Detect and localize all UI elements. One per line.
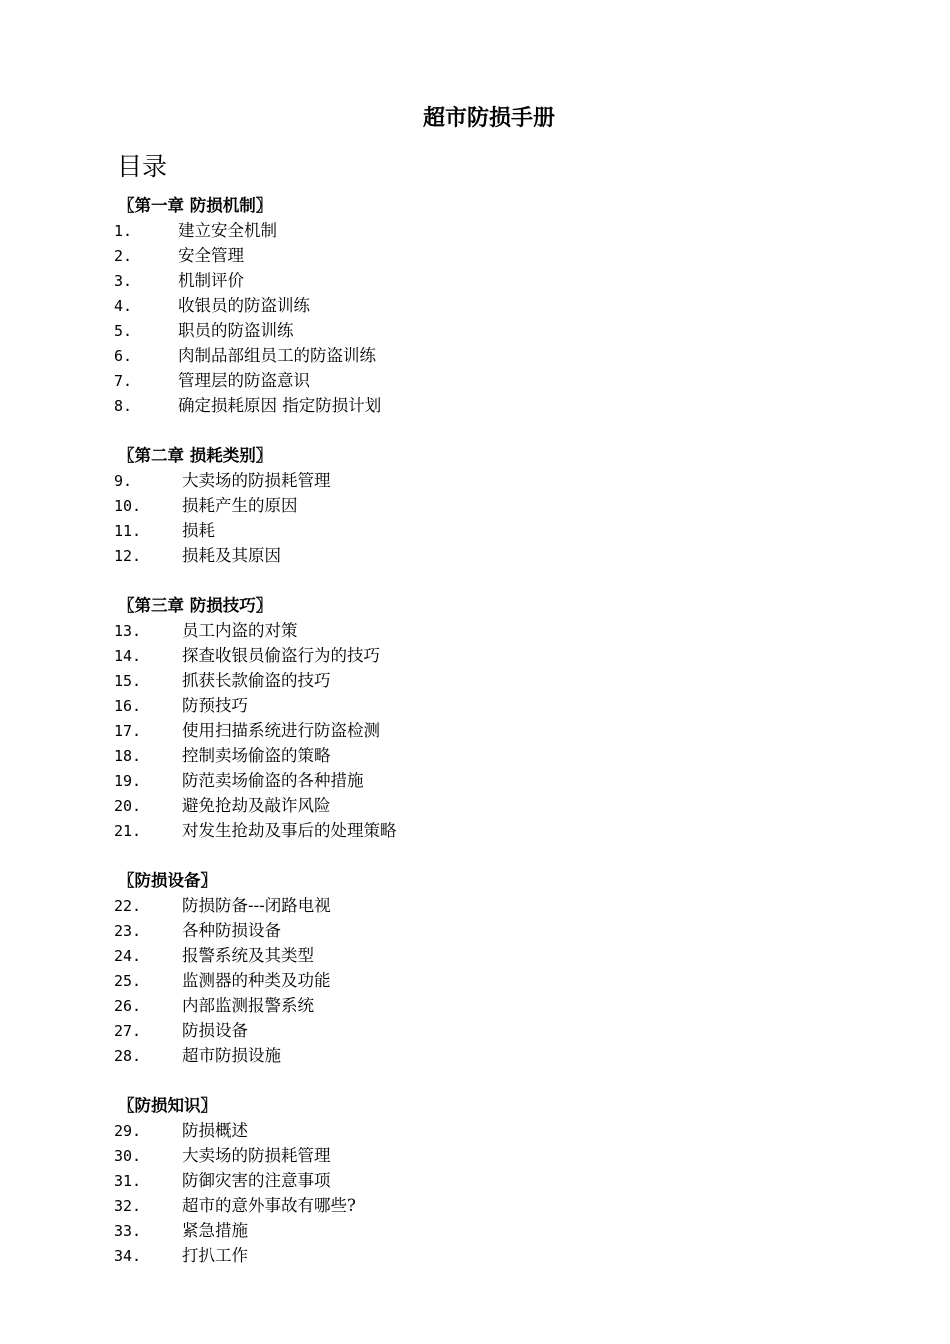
toc-item-label: 抓获长款偷盗的技巧 — [182, 671, 331, 690]
toc-item[interactable] — [114, 768, 874, 793]
toc-item[interactable] — [114, 1118, 874, 1143]
toc-item-label: 使用扫描系统进行防盗检测 — [182, 721, 380, 740]
toc-item-number: 21. — [114, 822, 142, 840]
toc-item[interactable] — [114, 618, 874, 643]
toc-item-number: 29. — [114, 1122, 142, 1140]
toc-item-label: 打扒工作 — [182, 1246, 248, 1265]
toc-item-number: 15. — [114, 672, 142, 690]
document-title: 超市防损手册 — [422, 106, 555, 131]
toc-item-label: 报警系统及其类型 — [182, 946, 314, 965]
toc-item[interactable] — [114, 1193, 874, 1218]
toc-item-label: 建立安全机制 — [178, 221, 277, 240]
toc-item-number: 19. — [114, 772, 142, 790]
toc-section-knowledge — [114, 1093, 874, 1268]
toc-item[interactable] — [114, 243, 874, 268]
chapter-heading: 〖防损设备〗 — [118, 871, 217, 890]
chapter-heading: 〖第二章 损耗类别〗 — [118, 446, 273, 465]
toc-item-number: 4. — [114, 297, 133, 315]
toc-item-label: 损耗 — [182, 521, 215, 540]
toc-item-label: 肉制品部组员工的防盗训练 — [178, 346, 376, 365]
toc-item-label: 防御灾害的注意事项 — [182, 1171, 331, 1190]
toc-section-chapter-2 — [114, 443, 874, 593]
toc-item[interactable] — [114, 1218, 874, 1243]
toc-item-number: 14. — [114, 647, 142, 665]
toc-item-number: 11. — [114, 522, 142, 540]
toc-item-number: 17. — [114, 722, 142, 740]
toc-item[interactable] — [114, 968, 874, 993]
toc-item[interactable] — [114, 1018, 874, 1043]
toc-item[interactable] — [114, 293, 874, 318]
toc-item[interactable] — [114, 493, 874, 518]
toc-item-number: 16. — [114, 697, 142, 715]
toc-item[interactable] — [114, 818, 874, 843]
toc-item-label: 紧急措施 — [182, 1221, 248, 1240]
toc-item-number: 6. — [114, 347, 133, 365]
toc-item-number: 7. — [114, 372, 133, 390]
table-of-contents — [114, 193, 874, 1268]
toc-item-label: 管理层的防盗意识 — [178, 371, 310, 390]
toc-item-label: 职员的防盗训练 — [178, 321, 294, 340]
toc-item-number: 28. — [114, 1047, 142, 1065]
toc-item-number: 12. — [114, 547, 142, 565]
toc-item-label: 大卖场的防损耗管理 — [182, 1146, 331, 1165]
toc-item[interactable] — [114, 393, 874, 418]
toc-item-label: 损耗产生的原因 — [182, 496, 298, 515]
toc-item-label: 防损概述 — [182, 1121, 248, 1140]
toc-item-number: 1. — [114, 222, 133, 240]
toc-item-number: 3. — [114, 272, 133, 290]
toc-item-number: 13. — [114, 622, 142, 640]
toc-item[interactable] — [114, 218, 874, 243]
toc-item-label: 大卖场的防损耗管理 — [182, 471, 331, 490]
toc-item-list — [114, 893, 874, 1068]
toc-item-label: 内部监测报警系统 — [182, 996, 314, 1015]
toc-item-label: 控制卖场偷盗的策略 — [182, 746, 331, 765]
toc-item-label: 各种防损设备 — [182, 921, 281, 940]
toc-item[interactable] — [114, 468, 874, 493]
toc-item[interactable] — [114, 793, 874, 818]
toc-item-list — [114, 468, 874, 568]
toc-item-number: 33. — [114, 1222, 142, 1240]
toc-item-number: 5. — [114, 322, 133, 340]
chapter-heading: 〖防损知识〗 — [118, 1096, 217, 1115]
toc-item[interactable] — [114, 1243, 874, 1268]
toc-item[interactable] — [114, 993, 874, 1018]
toc-item[interactable] — [114, 668, 874, 693]
toc-item-label: 防范卖场偷盗的各种措施 — [182, 771, 364, 790]
chapter-heading: 〖第一章 防损机制〗 — [118, 196, 273, 215]
toc-item-label: 防损设备 — [182, 1021, 248, 1040]
toc-item[interactable] — [114, 1168, 874, 1193]
toc-item[interactable] — [114, 693, 874, 718]
toc-item[interactable] — [114, 943, 874, 968]
toc-item[interactable] — [114, 318, 874, 343]
toc-item[interactable] — [114, 918, 874, 943]
section-spacer — [114, 843, 874, 868]
toc-item-label: 员工内盗的对策 — [182, 621, 298, 640]
toc-item-number: 20. — [114, 797, 142, 815]
toc-item[interactable] — [114, 518, 874, 543]
toc-item[interactable] — [114, 543, 874, 568]
toc-item[interactable] — [114, 343, 874, 368]
toc-item-number: 10. — [114, 497, 142, 515]
toc-item-label: 损耗及其原因 — [182, 546, 281, 565]
toc-item-number: 32. — [114, 1197, 142, 1215]
toc-item[interactable] — [114, 893, 874, 918]
toc-item[interactable] — [114, 718, 874, 743]
toc-section-equipment — [114, 868, 874, 1093]
toc-item[interactable] — [114, 1043, 874, 1068]
toc-item-list — [114, 218, 874, 418]
toc-section-chapter-3 — [114, 593, 874, 868]
toc-item-label: 防预技巧 — [182, 696, 248, 715]
toc-item-number: 2. — [114, 247, 133, 265]
toc-item-label: 监测器的种类及功能 — [182, 971, 331, 990]
toc-item-label: 对发生抢劫及事后的处理策略 — [182, 821, 397, 840]
toc-item-number: 18. — [114, 747, 142, 765]
section-spacer — [114, 418, 874, 443]
toc-item[interactable] — [114, 1143, 874, 1168]
toc-item-label: 防损防备---闭路电视 — [182, 896, 331, 915]
toc-item-label: 超市防损设施 — [182, 1046, 281, 1065]
toc-item-number: 9. — [114, 472, 133, 490]
toc-item-label: 安全管理 — [178, 246, 244, 265]
toc-heading: 目录 — [117, 152, 168, 181]
toc-item-label: 确定损耗原因 指定防损计划 — [178, 396, 382, 415]
toc-item-label: 避免抢劫及敲诈风险 — [182, 796, 331, 815]
toc-item-label: 机制评价 — [178, 271, 244, 290]
toc-item-number: 34. — [114, 1247, 142, 1265]
chapter-heading: 〖第三章 防损技巧〗 — [118, 596, 273, 615]
toc-item-number: 24. — [114, 947, 142, 965]
toc-item-label: 收银员的防盗训练 — [178, 296, 310, 315]
toc-item-list — [114, 618, 874, 843]
toc-item-number: 31. — [114, 1172, 142, 1190]
toc-item[interactable] — [114, 643, 874, 668]
toc-item[interactable] — [114, 743, 874, 768]
toc-section-chapter-1 — [114, 193, 874, 443]
section-spacer — [114, 1068, 874, 1093]
toc-item-number: 27. — [114, 1022, 142, 1040]
toc-item-number: 30. — [114, 1147, 142, 1165]
toc-item-label: 探查收银员偷盗行为的技巧 — [182, 646, 380, 665]
toc-item-number: 8. — [114, 397, 133, 415]
toc-item[interactable] — [114, 368, 874, 393]
toc-item[interactable] — [114, 268, 874, 293]
toc-item-list — [114, 1118, 874, 1268]
toc-item-number: 23. — [114, 922, 142, 940]
toc-item-label: 超市的意外事故有哪些? — [182, 1196, 356, 1215]
toc-item-number: 25. — [114, 972, 142, 990]
section-spacer — [114, 568, 874, 593]
toc-item-number: 26. — [114, 997, 142, 1015]
toc-item-number: 22. — [114, 897, 142, 915]
